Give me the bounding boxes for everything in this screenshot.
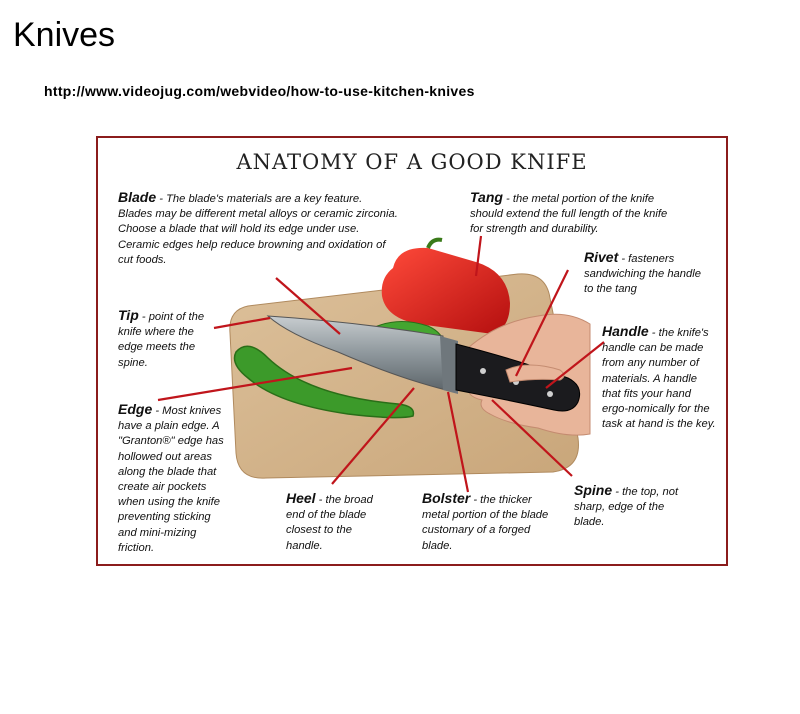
callout-tip-term: Tip [118,307,139,323]
callout-rivet-term: Rivet [584,249,619,265]
callout-spine-term: Spine [574,482,613,498]
callout-tip-desc: - point of the knife where the edge meets the spine. [118,311,205,369]
callout-edge-term: Edge [118,401,153,417]
source-url-link[interactable]: http://www.videojug.com/webvideo/how-to-use-kitchen-knives [44,83,475,99]
callout-heel [286,491,390,554]
callout-spine [574,483,684,531]
callout-tang-desc: - the metal portion of the knife should extend the full length of the knife for strength and durability. [470,193,668,236]
callout-blade [118,190,398,268]
rivet-dot [547,391,553,397]
callout-handle [602,324,718,432]
callout-heel-desc: - the broad end of the blade closest to the handle. [286,494,373,552]
knife-anatomy-figure [96,136,728,566]
callout-tip [118,308,218,371]
callout-blade-term: Blade [118,189,157,205]
callout-blade-desc: - The blade's materials are a key feature. Blades may be different metal alloys or ceramic zirconia. Choose a blade that will hold its edge under use. Ceramic edges help reduce browning and oxidation of cut foods. [118,193,398,266]
callout-bolster [422,491,556,554]
rivet-dot [480,368,486,374]
callout-rivet-desc: - fasteners sandwiching the handle to the tang [584,253,701,296]
callout-handle-term: Handle [602,323,649,339]
callout-rivet [584,250,704,298]
callout-bolster-term: Bolster [422,490,471,506]
callout-bolster-desc: - the thicker metal portion of the blade customary of a forged blade. [422,494,549,552]
callout-handle-desc: - the knife's handle can be made from any number of materials. A handle that fits your hand ergo-nomically for the task at hand is the key. [602,327,716,431]
callout-tang-term: Tang [470,189,503,205]
slide-title: Knives [13,16,116,54]
diagram-title: ANATOMY OF A GOOD KNIFE [236,150,588,174]
callout-edge-desc: - Most knives have a plain edge. A "Granton®" edge has hollowed out areas along the blade that create air pockets when using the knife preventing sticking and mini-mizing friction. [118,405,224,554]
callout-heel-term: Heel [286,490,316,506]
callout-edge [118,402,232,556]
callout-spine-desc: - the top, not sharp, edge of the blade. [574,486,679,529]
callout-tang [470,190,682,238]
